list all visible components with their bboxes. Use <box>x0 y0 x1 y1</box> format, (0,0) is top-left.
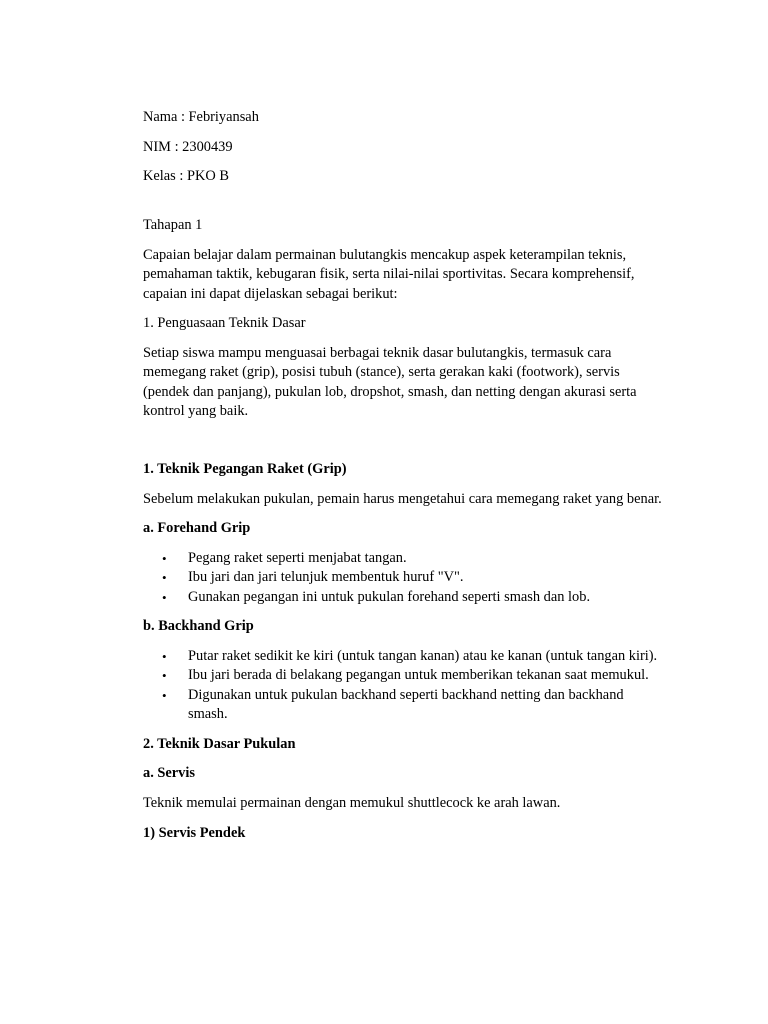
point-1-title: 1. Penguasaan Teknik Dasar <box>143 315 306 332</box>
backhand-grip-heading: b. Backhand Grip <box>143 618 254 635</box>
strokes-section-heading: 2. Teknik Dasar Pukulan <box>143 735 296 752</box>
list-item-text: Ibu jari dan jari telunjuk membentuk huruf "V". <box>188 569 464 586</box>
servis-paragraph: Teknik memulai permainan dengan memukul shuttlecock ke arah lawan. <box>143 794 561 811</box>
bullet-icon: • <box>162 589 167 605</box>
document-body <box>143 108 663 853</box>
servis-heading: a. Servis <box>143 765 195 782</box>
stage-title: Tahapan 1 <box>143 217 203 234</box>
grip-section-heading: 1. Teknik Pegangan Raket (Grip) <box>143 460 347 477</box>
list-item <box>143 666 663 685</box>
student-name: Nama : Febriyansah <box>143 109 259 125</box>
backhand-grip-list <box>143 647 663 724</box>
list-item-text: Putar raket sedikit ke kiri (untuk tangan kanan) atau ke kanan (untuk tangan kiri). <box>188 647 658 664</box>
forehand-grip-heading: a. Forehand Grip <box>143 520 251 537</box>
bullet-icon: • <box>162 648 167 664</box>
servis-pendek-heading: 1) Servis Pendek <box>143 824 246 841</box>
list-item-text: Ibu jari berada di belakang pegangan untuk memberikan tekanan saat memukul. <box>188 667 649 684</box>
list-item-text: Pegang raket seperti menjabat tangan. <box>188 549 407 566</box>
bullet-icon: • <box>162 687 167 703</box>
list-item <box>143 568 663 587</box>
list-item <box>143 686 663 725</box>
student-nim: NIM : 2300439 <box>143 138 233 155</box>
bullet-icon: • <box>162 550 167 566</box>
forehand-grip-list <box>143 549 663 607</box>
point-1-paragraph: Setiap siswa mampu menguasai berbagai teknik dasar bulutangkis, termasuk cara memegang raket (grip), posisi tubuh (stance), serta gerakan kaki (footwork), servis (pendek dan panjang), pukulan lob, dropshot, smash, dan netting dengan akurasi serta kontrol yang baik. <box>143 345 637 419</box>
student-class: Kelas : PKO B <box>143 168 229 185</box>
list-item-text: Gunakan pegangan ini untuk pukulan forehand seperti smash dan lob. <box>188 588 591 605</box>
list-item <box>143 588 663 607</box>
stage-intro-paragraph: Capaian belajar dalam permainan bulutangkis mencakup aspek keterampilan teknis, pemahaman taktik, kebugaran fisik, serta nilai-nilai sportivitas. Secara komprehensif, capaian ini dapat dijelaskan sebagai berikut: <box>143 247 635 302</box>
bullet-icon: • <box>162 668 167 684</box>
list-item <box>143 549 663 568</box>
bullet-icon: • <box>162 570 167 586</box>
grip-intro-paragraph: Sebelum melakukan pukulan, pemain harus mengetahui cara memegang raket yang benar. <box>143 490 662 507</box>
list-item-text: Digunakan untuk pukulan backhand seperti backhand netting dan backhand smash. <box>188 686 624 722</box>
list-item <box>143 647 663 666</box>
